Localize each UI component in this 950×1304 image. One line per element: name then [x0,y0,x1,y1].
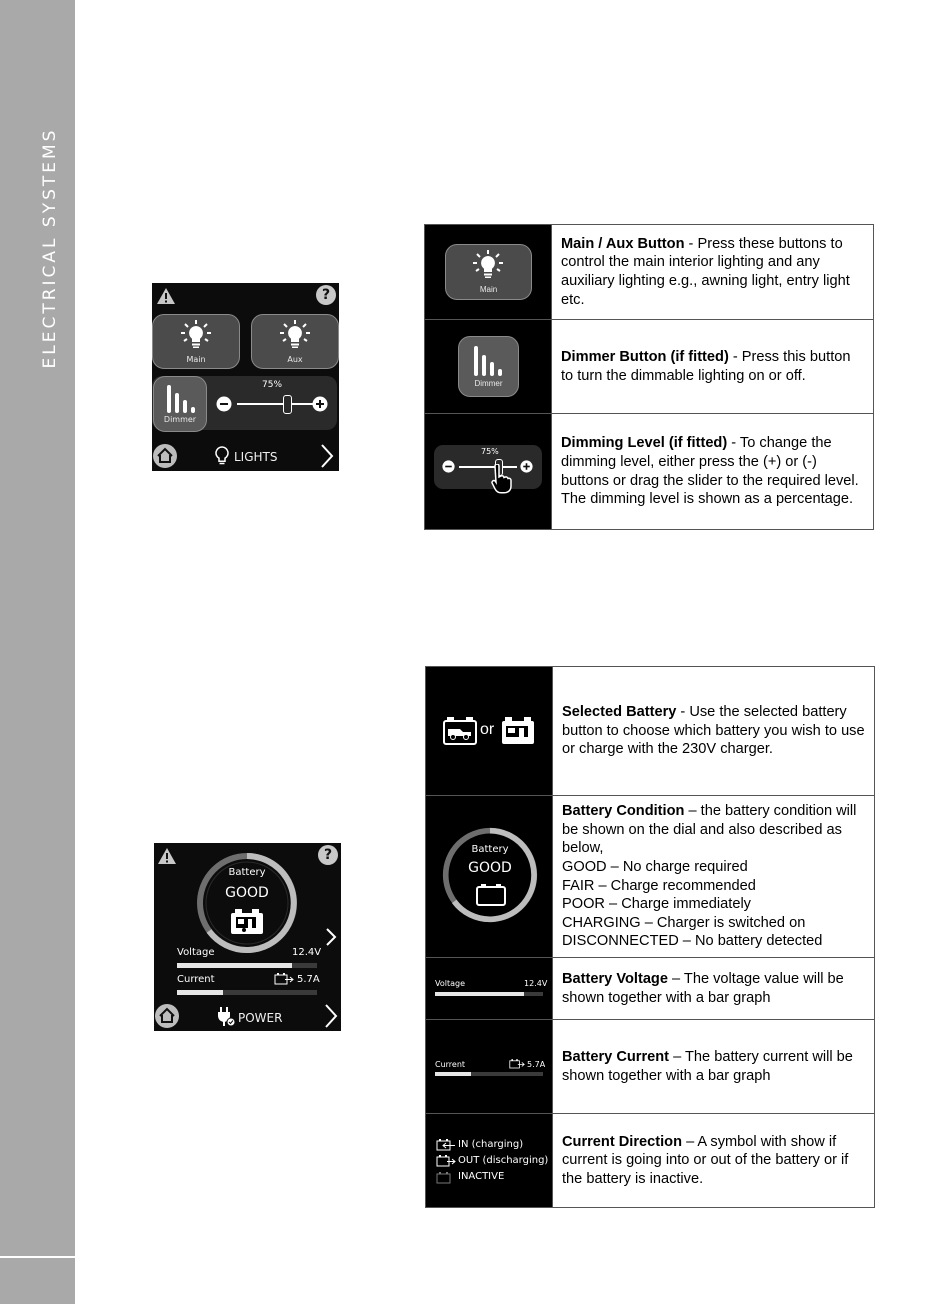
dimmer-button-image [425,320,552,414]
battery-voltage-text: – The voltage value will be shown together with a bar graph [562,970,844,1006]
selected-battery-title: Selected Battery [562,704,677,721]
minus-icon [442,460,455,473]
section-label: ELECTRICAL SYSTEMS [40,127,60,369]
battery-out-icon [509,1059,525,1069]
dimmer-text: - Press this button to turn the dimmable lighting on or off. [561,348,851,384]
list-item: DISCONNECTED – No battery detected [562,933,823,950]
dimmer-button [458,336,519,397]
aux-button[interactable] [251,314,339,369]
bulb-icon [180,319,212,349]
current-direction-text: – A symbol with show if current is going into or out of the battery or if the battery is inactive. [562,1133,849,1187]
main-label: Main [186,355,206,364]
battery-in-icon [436,1139,456,1151]
dimming-level-text: - To change the dimming level, either press the (+) or (-) buttons or drag the slider to the required level. The dimming level is shown as a percentage. [561,435,859,508]
bulb-outline-icon [215,446,229,466]
aux-label: Aux [287,355,303,364]
table-row [426,958,875,1020]
dimming-level-image [425,414,552,530]
warning-icon [156,287,176,305]
current-bar-track [435,1072,543,1076]
dimming-level-title: Dimming Level (if fitted) [561,435,728,452]
direction-in-label: IN (charging) [458,1139,524,1150]
caravan-battery-icon [230,909,264,935]
list-item: GOOD – No charge required [562,858,748,875]
sidebar-divider [0,1256,75,1258]
home-icon[interactable] [155,1004,179,1028]
current-direction-image [426,1114,553,1208]
table-row [426,1020,875,1114]
help-icon[interactable]: ? [318,845,338,865]
warning-icon [157,847,177,865]
battery-out-icon [274,973,294,985]
main-aux-description [552,225,874,320]
dim-level-text: 75% [262,380,283,390]
battery-out-icon [436,1155,456,1167]
dimmer-button[interactable] [153,376,207,432]
dimming-level-description [552,414,874,530]
battery-voltage-description [553,958,875,1020]
main-label: Main [479,285,498,294]
help-icon[interactable]: ? [316,285,336,305]
selected-battery-description [553,667,875,796]
table-row [426,1114,875,1208]
current-direction-description [553,1114,875,1208]
chevron-right-icon[interactable] [324,1003,338,1029]
main-button [445,244,532,300]
voltage-value: 12.4V [292,947,322,958]
battery-condition-description [553,796,875,958]
current-bar-fill [435,1072,471,1076]
power-title: POWER [238,1011,283,1025]
hand-pointer-icon [489,464,513,494]
battery-condition-title: Battery Condition [562,803,685,820]
current-value: 5.7A [527,1060,546,1069]
voltage-label: Voltage [177,947,215,958]
power-reference-table [425,666,875,1208]
battery-condition-text: – the battery condition will be shown on the dial and also described as below, [562,803,857,857]
bulb-icon [472,249,504,279]
list-item: POOR – Charge immediately [562,896,751,913]
dimmer-label: Dimmer [474,379,503,388]
table-row [425,320,874,414]
dimmer-bars-icon [166,385,196,413]
current-bar-track [177,990,317,995]
table-row [426,796,875,958]
sidebar [0,0,75,1304]
battery-current-description [553,1020,875,1114]
slider-thumb[interactable] [283,395,292,414]
dim-level-text: 75% [481,447,499,456]
current-direction-title: Current Direction [562,1133,683,1150]
bulb-icon [279,319,311,349]
battery-voltage-title: Battery Voltage [562,970,668,987]
voltage-value: 12.4V [524,979,548,988]
home-icon[interactable] [153,444,177,468]
battery-condition-image [426,796,553,958]
dial-label: Battery [228,867,266,878]
plus-icon[interactable] [312,396,328,412]
current-bar-fill [177,990,223,995]
battery-states-list [562,858,866,951]
dimmer-title: Dimmer Button (if fitted) [561,348,729,365]
voltage-label: Voltage [435,979,466,988]
direction-inactive-label: INACTIVE [458,1171,505,1182]
voltage-bar-fill [435,992,524,996]
table-row [425,225,874,320]
main-button-image [425,225,552,320]
vehicle-battery-icon [443,717,477,745]
table-row [426,667,875,796]
chevron-right-icon[interactable] [325,927,337,947]
main-aux-text: - Press these buttons to control the main interior lighting and any auxiliary lighting e.g., awning light, entry light etc. [561,235,850,308]
lights-title: LIGHTS [234,450,278,464]
dial-label: Battery [471,844,509,855]
power-screen [154,843,341,1031]
current-label: Current [435,1060,466,1069]
dial-status: GOOD [468,860,512,876]
battery-voltage-image [426,958,553,1020]
dimmer-description [552,320,874,414]
minus-icon[interactable] [216,396,232,412]
selected-battery-text: - Use the selected battery button to choose which battery you wish to use or charge with the 230V charger. [562,704,865,758]
battery-current-text: – The battery current will be shown together with a bar graph [562,1048,853,1084]
lights-screen [152,283,339,471]
battery-inactive-icon [436,1172,456,1184]
chevron-right-icon[interactable] [320,443,334,469]
direction-out-label: OUT (discharging) [458,1155,549,1166]
current-value: 5.7A [297,974,320,985]
list-item: CHARGING – Charger is switched on [562,914,806,931]
caravan-battery-icon [501,717,535,745]
dial-status: GOOD [225,885,269,901]
plug-icon [216,1007,236,1027]
voltage-bar-fill [177,963,292,968]
dimmer-bars-icon [473,346,503,376]
voltage-bar-track [177,963,317,968]
dimmer-label: Dimmer [163,415,197,424]
main-aux-title: Main / Aux Button [561,235,685,252]
or-text: or [480,721,495,738]
lights-reference-table [424,224,874,530]
table-row [425,414,874,530]
battery-current-image [426,1020,553,1114]
dimming-slider[interactable] [237,403,315,405]
battery-current-title: Battery Current [562,1048,670,1065]
selected-battery-image [426,667,553,796]
current-label: Current [177,974,215,985]
voltage-bar-track [435,992,543,996]
main-button[interactable] [152,314,240,369]
battery-icon [476,884,506,906]
list-item: FAIR – Charge recommended [562,877,756,894]
plus-icon [520,460,533,473]
